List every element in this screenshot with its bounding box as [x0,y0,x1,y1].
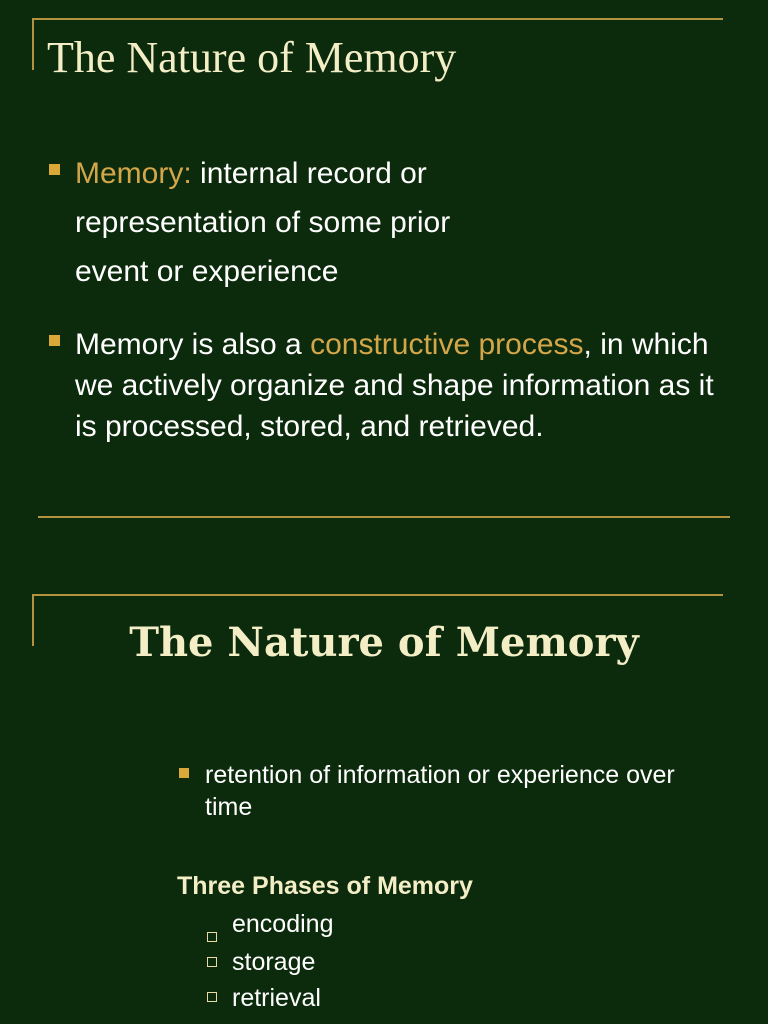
definition-line-2: representation of some prior [75,206,451,239]
square-bullet-icon [49,335,60,346]
hollow-square-bullet-icon [207,992,217,1002]
phase-item: storage [232,948,316,976]
hollow-square-bullet-icon [207,932,217,942]
slide-frame-left-line [32,18,34,70]
term-memory: Memory: [75,157,192,190]
slide-title: The Nature of Memory [129,619,639,666]
phases-heading: Three Phases of Memory [177,872,473,900]
slide-frame-top-line [32,18,723,20]
square-bullet-icon [179,768,189,778]
slide-frame-top-line [32,594,723,596]
slide-title: The Nature of Memory [47,33,457,82]
bullet-constructive-process [75,324,735,447]
square-bullet-icon [49,164,60,175]
phase-item: encoding [232,910,334,938]
bullet2-text-start: Memory is also a [75,328,311,361]
hollow-square-bullet-icon [207,957,217,967]
definition-line-1: internal record or [191,157,427,190]
definition-line-3: event or experience [75,255,339,288]
phase-item: retrieval [232,984,321,1012]
slide-2 [0,518,768,1024]
bullet2-text-end: , in which we actively organize and shape information as it is processed, stored, and retrieved. [75,328,714,443]
term-constructive-process: constructive process [310,328,584,361]
bullet-retention: retention of information or experience over time [205,761,675,821]
bullet-memory-definition [75,149,735,296]
